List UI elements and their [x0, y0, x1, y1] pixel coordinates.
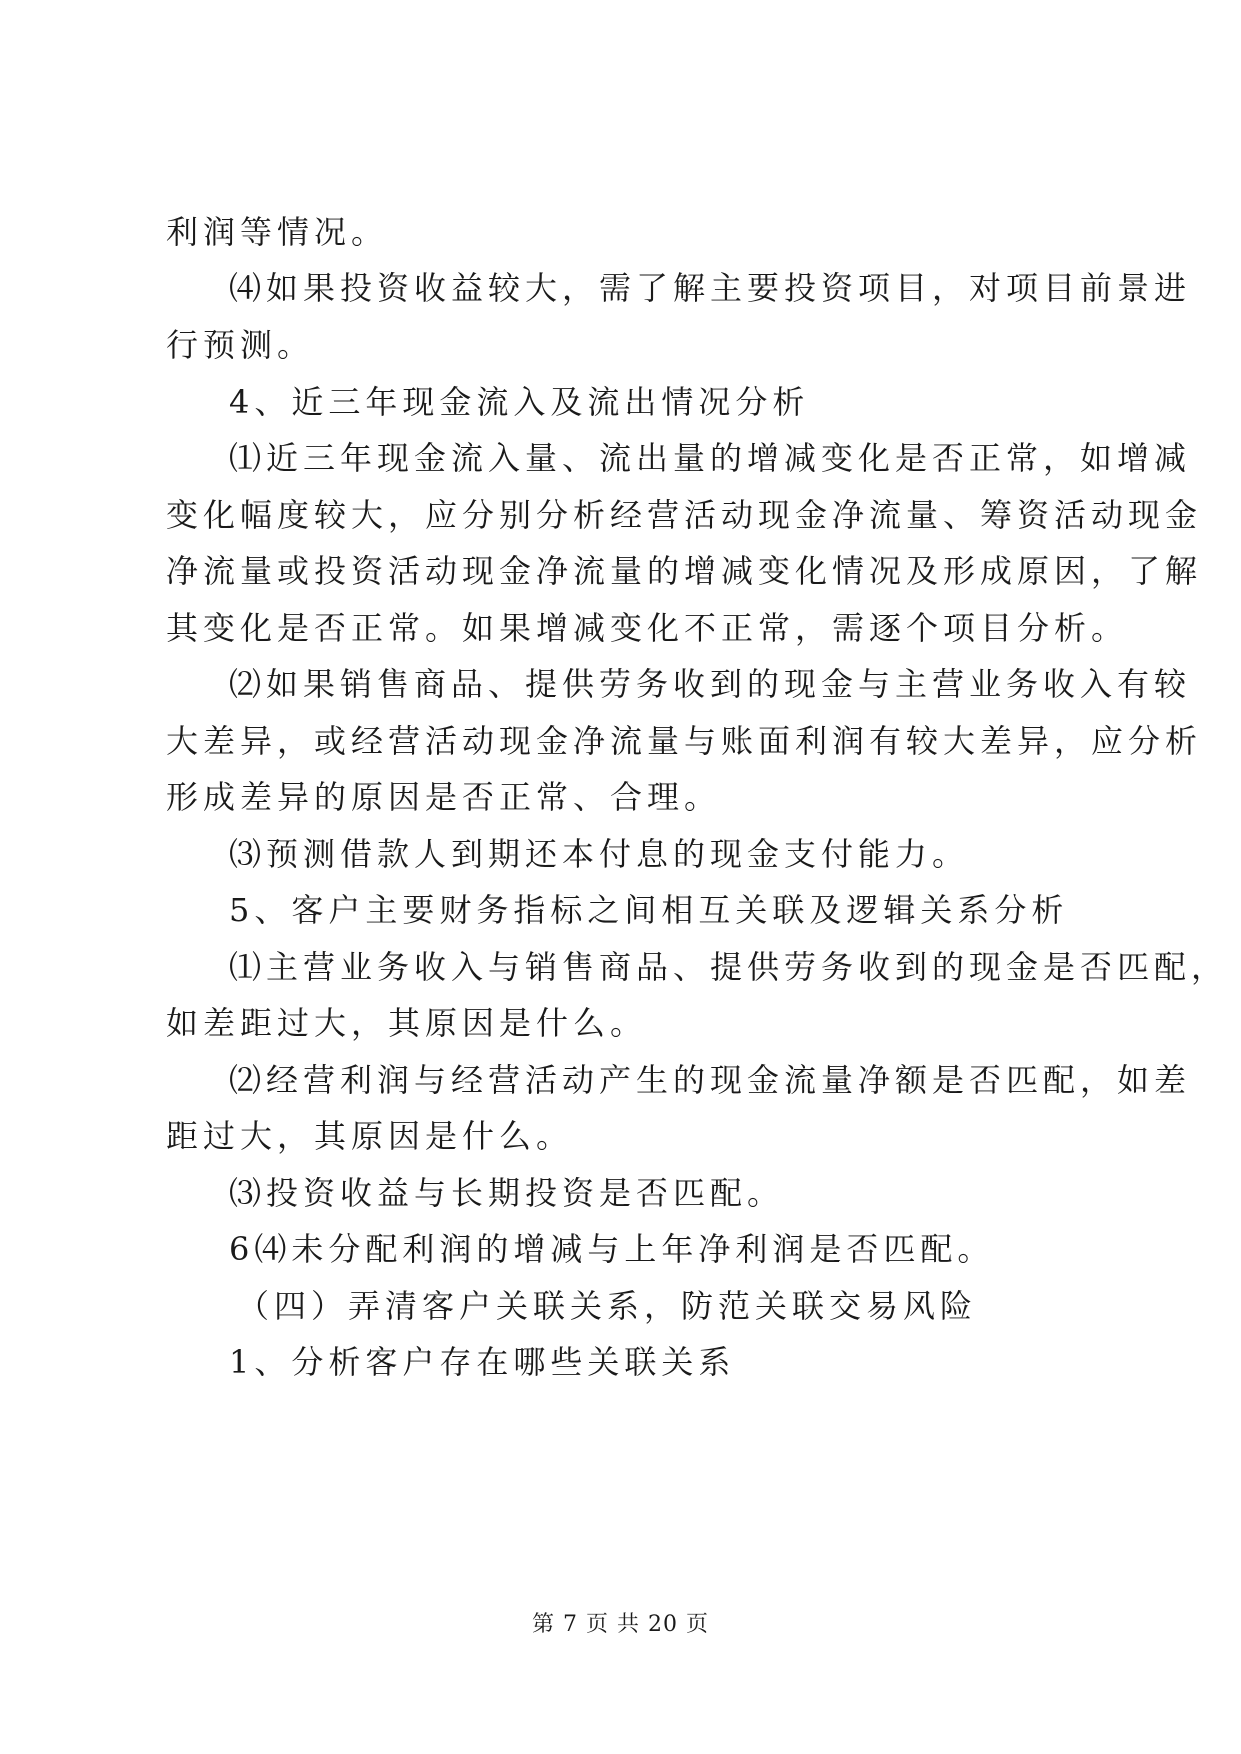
text-line: 其变化是否正常。如果增减变化不正常，需逐个项目分析。 [166, 609, 1129, 647]
text-line: ⑴主营业务收入与销售商品、提供劳务收到的现金是否匹配， [229, 948, 1229, 986]
text-line: ⑵如果销售商品、提供劳务收到的现金与主营业务收入有较 [229, 665, 1192, 703]
text-line: ⑷如果投资收益较大，需了解主要投资项目，对项目前景进 [229, 269, 1192, 307]
section-heading: 5、客户主要财务指标之间相互关联及逻辑关系分析 [229, 891, 1069, 929]
section-heading: 1、分析客户存在哪些关联关系 [229, 1343, 736, 1381]
page-number-footer: 第 7 页 共 20 页 [532, 1612, 709, 1637]
text-line: 如差距过大，其原因是什么。 [166, 1004, 648, 1042]
text-line: 行预测。 [166, 326, 315, 364]
text-line: 变化幅度较大，应分别分析经营活动现金净流量、筹资活动现金 [166, 496, 1203, 534]
text-line: ⑶预测借款人到期还本付息的现金支付能力。 [229, 835, 970, 873]
text-line: ⑴近三年现金流入量、流出量的增减变化是否正常，如增减 [229, 439, 1192, 477]
text-line: ⑵经营利润与经营活动产生的现金流量净额是否匹配，如差 [229, 1061, 1192, 1099]
text-line: 6⑷未分配利润的增减与上年净利润是否匹配。 [229, 1230, 995, 1268]
text-line: 形成差异的原因是否正常、合理。 [166, 778, 722, 816]
text-line: 净流量或投资活动现金净流量的增减变化情况及形成原因，了解 [166, 552, 1203, 590]
text-line: 距过大，其原因是什么。 [166, 1117, 574, 1155]
text-line: 大差异，或经营活动现金净流量与账面利润有较大差异，应分析 [166, 722, 1203, 760]
section-heading: 4、近三年现金流入及流出情况分析 [229, 383, 810, 421]
section-heading: （四）弄清客户关联关系，防范关联交易风险 [237, 1287, 978, 1325]
text-line: 利润等情况。 [166, 213, 389, 251]
text-line: ⑶投资收益与长期投资是否匹配。 [229, 1174, 785, 1212]
